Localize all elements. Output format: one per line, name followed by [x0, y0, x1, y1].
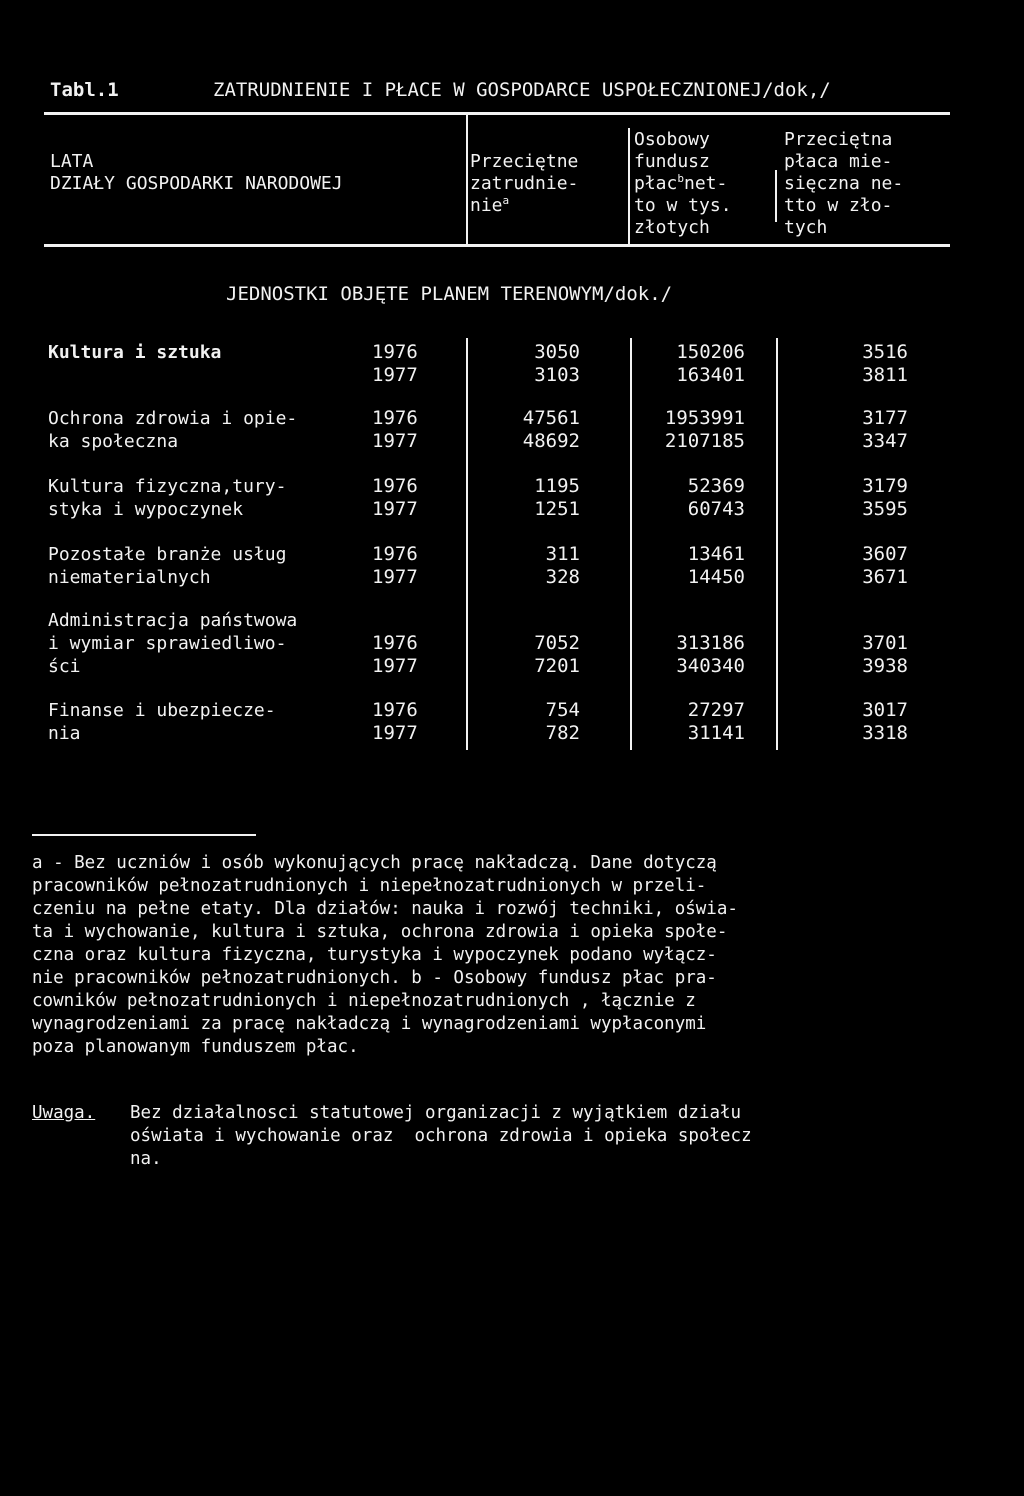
employment-value: 48692 [522, 430, 580, 452]
row-label-pozostale-branze-cont: niematerialnych [48, 567, 211, 588]
header-bottom-rule [44, 244, 950, 247]
wage-fund-value: 340340 [676, 655, 745, 677]
row-year: 1977 [372, 430, 418, 452]
body-divider-1 [466, 338, 468, 750]
row-label-kultura-sztuka: Kultura i sztuka [48, 342, 222, 363]
wage-fund-value: 52369 [687, 475, 745, 497]
row-year: 1977 [372, 722, 418, 744]
col3-header-line2: płaca mie- [784, 151, 893, 172]
wage-fund-value: 163401 [676, 364, 745, 386]
avg-wage-value: 3179 [862, 475, 908, 497]
avg-wage-value: 3671 [862, 566, 908, 588]
col1-header-line2: zatrudnie- [470, 173, 579, 194]
table-title: ZATRUDNIENIE I PŁACE W GOSPODARCE USPOŁECZNIONEJ/dok,/ [213, 79, 831, 101]
stub-header-years: LATA [50, 151, 94, 172]
row-year: 1976 [372, 543, 418, 565]
row-label-ochrona-zdrowia: Ochrona zdrowia i opie- [48, 408, 298, 429]
row-year: 1977 [372, 364, 418, 386]
row-year: 1976 [372, 341, 418, 363]
row-label-administracja: Administracja państwowa [48, 610, 298, 631]
wage-fund-value: 13461 [687, 543, 745, 565]
employment-value: 1195 [534, 475, 580, 497]
wage-fund-value: 14450 [687, 566, 745, 588]
row-year: 1976 [372, 475, 418, 497]
employment-value: 47561 [522, 407, 580, 429]
wage-fund-value: 2107185 [664, 430, 745, 452]
footnote-line: wynagrodzeniami za pracę nakładczą i wynagrodzeniami wypłaconymi [32, 1014, 707, 1034]
row-year: 1976 [372, 407, 418, 429]
row-label-kultura-fizyczna: Kultura fizyczna,tury- [48, 476, 287, 497]
col2-header-line4: to w tys. [634, 195, 732, 216]
employment-value: 7052 [534, 632, 580, 654]
avg-wage-value: 3607 [862, 543, 908, 565]
col1-header-line3: nie$^a$ [470, 194, 510, 216]
wage-fund-value: 31141 [687, 722, 745, 744]
body-divider-3 [776, 338, 778, 750]
wage-fund-value: 60743 [687, 498, 745, 520]
wage-fund-value: 313186 [676, 632, 745, 654]
footnote-line: poza planowanym funduszem płac. [32, 1037, 359, 1057]
employment-value: 754 [545, 699, 580, 721]
row-year: 1976 [372, 699, 418, 721]
remark-label: Uwaga. [32, 1103, 96, 1123]
avg-wage-value: 3701 [862, 632, 908, 654]
col2-header-line1: Osobowy [634, 129, 710, 150]
employment-value: 782 [545, 722, 580, 744]
remark-line: na. [130, 1149, 162, 1169]
remark-line: oświata i wychowanie oraz ochrona zdrowia i opieka społecz [130, 1126, 752, 1146]
avg-wage-value: 3318 [862, 722, 908, 744]
stub-header-divisions: DZIAŁY GOSPODARKI NARODOWEJ [50, 173, 343, 194]
wage-fund-value: 1953991 [664, 407, 745, 429]
row-label-administracja-cont: i wymiar sprawiedliwo- [48, 633, 287, 654]
row-label-administracja-cont2: ści [48, 656, 81, 677]
row-label-pozostale-branze: Pozostałe branże usług [48, 544, 287, 565]
footnote-line: czeniu na pełne etaty. Dla działów: nauka i rozwój techniki, oświa- [32, 899, 738, 919]
avg-wage-value: 3595 [862, 498, 908, 520]
employment-value: 328 [545, 566, 580, 588]
header-divider-3 [775, 170, 777, 222]
header-top-rule [44, 112, 950, 115]
row-year: 1977 [372, 655, 418, 677]
col3-header-line4: tto w zło- [784, 195, 893, 216]
row-label-ochrona-zdrowia-cont: ka społeczna [48, 431, 179, 452]
footnote-line: nie pracowników pełnozatrudnionych. b - Osobowy fundusz płac pra- [32, 968, 717, 988]
section-title: JEDNOSTKI OBJĘTE PLANEM TERENOWYM/dok./ [226, 283, 673, 305]
table-number: Tabl.1 [50, 79, 119, 101]
employment-value: 7201 [534, 655, 580, 677]
avg-wage-value: 3177 [862, 407, 908, 429]
avg-wage-value: 3017 [862, 699, 908, 721]
avg-wage-value: 3516 [862, 341, 908, 363]
row-label-finanse-cont: nia [48, 723, 81, 744]
employment-value: 1251 [534, 498, 580, 520]
footnote-rule [32, 834, 256, 836]
wage-fund-value: 27297 [687, 699, 745, 721]
col1-header-line1: Przeciętne [470, 151, 579, 172]
col2-header-line2: fundusz [634, 151, 710, 172]
remark-line: Bez działalnosci statutowej organizacji z wyjątkiem działu [130, 1103, 742, 1123]
wage-fund-value: 150206 [676, 341, 745, 363]
avg-wage-value: 3811 [862, 364, 908, 386]
row-year: 1977 [372, 566, 418, 588]
col3-header-line1: Przeciętna [784, 129, 893, 150]
header-divider-1 [466, 114, 468, 244]
row-year: 1977 [372, 498, 418, 520]
col3-header-line5: tych [784, 217, 828, 238]
employment-value: 3050 [534, 341, 580, 363]
avg-wage-value: 3347 [862, 430, 908, 452]
row-label-finanse: Finanse i ubezpiecze- [48, 700, 276, 721]
row-label-kultura-fizyczna-cont: styka i wypoczynek [48, 499, 244, 520]
col2-header-line5: złotych [634, 217, 710, 238]
row-year: 1976 [372, 632, 418, 654]
col3-header-line3: sięczna ne- [784, 173, 904, 194]
footnote-line: ta i wychowanie, kultura i sztuka, ochrona zdrowia i opieka społe- [32, 922, 728, 942]
footnote-line: pracowników pełnozatrudnionych i niepełnozatrudnionych w przeli- [32, 876, 707, 896]
avg-wage-value: 3938 [862, 655, 908, 677]
col2-header-line3: płac$^b$net- [634, 172, 728, 194]
footnote-line: a - Bez uczniów i osób wykonujących pracę nakładczą. Dane dotyczą [32, 853, 717, 873]
employment-value: 3103 [534, 364, 580, 386]
footnote-line: czna oraz kultura fizyczna, turystyka i wypoczynek podano wyłącz- [32, 945, 717, 965]
employment-value: 311 [545, 543, 580, 565]
header-divider-2 [628, 128, 630, 244]
footnote-line: cowników pełnozatrudnionych i niepełnozatrudnionych , łącznie z [32, 991, 696, 1011]
